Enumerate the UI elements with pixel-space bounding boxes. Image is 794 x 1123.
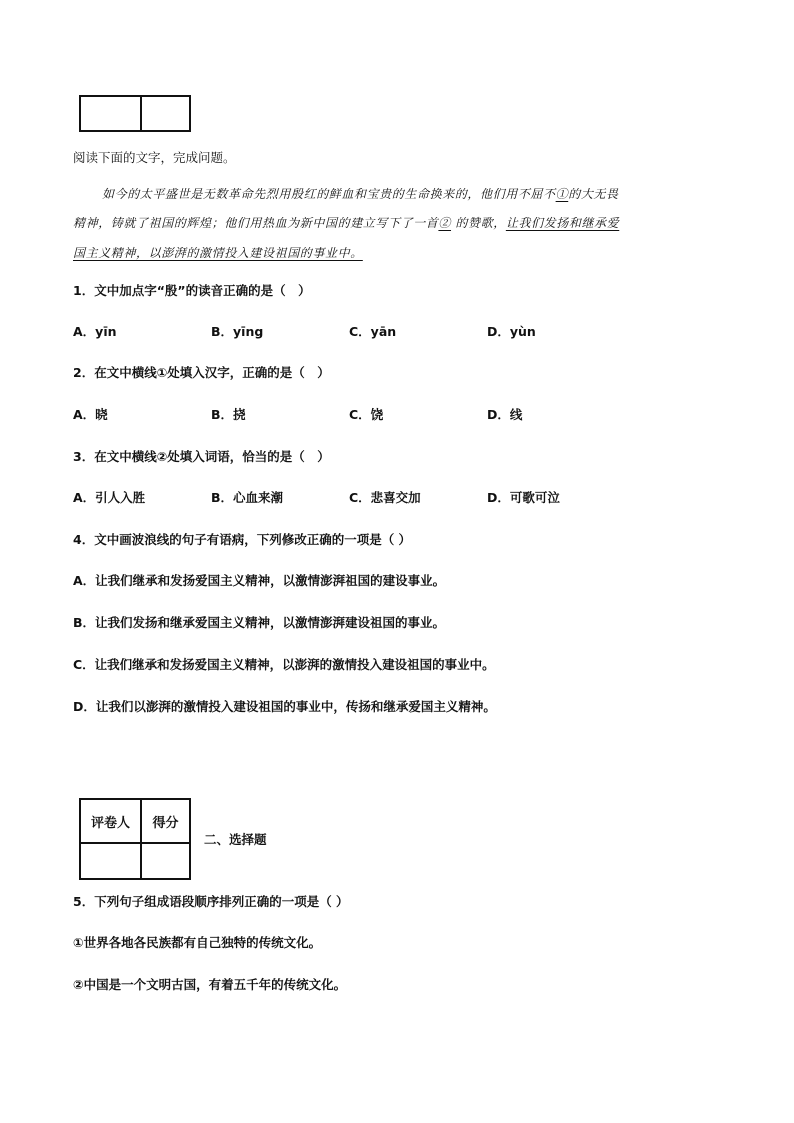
- question-5-stem: 5．下列句子组成语段顺序排列正确的一项是（ ）: [73, 894, 349, 909]
- grader-cell: [80, 843, 141, 879]
- instruction: 阅读下面的文字，完成问题。: [73, 150, 236, 165]
- score-box-cell: [141, 96, 190, 131]
- question-5-sentence-1: ①世界各地各民族都有自己独特的传统文化。: [73, 935, 322, 950]
- question-3-option-b[interactable]: B．心血来潮: [211, 490, 284, 505]
- passage-line-2: [73, 214, 619, 231]
- question-4-stem: 4．文中画波浪线的句子有语病，下列修改正确的一项是（ ）: [73, 532, 412, 547]
- question-5-sentence-2: ②中国是一个文明古国，有着五千年的传统文化。: [73, 977, 347, 992]
- question-3-option-a[interactable]: A．引人入胜: [73, 490, 146, 505]
- blank-1: ①: [555, 187, 569, 201]
- question-4-option-a[interactable]: A．让我们继承和发扬爱国主义精神，以激情澎湃祖国的建设事业。: [73, 573, 446, 588]
- question-1-option-b[interactable]: B．yīng: [211, 324, 264, 339]
- question-2-option-c[interactable]: C．饶: [349, 407, 384, 422]
- question-2-option-a[interactable]: A．晓: [73, 407, 108, 422]
- question-1-option-c[interactable]: C．yān: [349, 324, 397, 339]
- blank-2: ②: [438, 216, 452, 230]
- score-header: 得分: [141, 799, 190, 843]
- question-2-option-b[interactable]: B．挠: [211, 407, 246, 422]
- question-3-option-d[interactable]: D．可歌可泣: [487, 490, 560, 505]
- question-1-option-d[interactable]: D．yùn: [487, 324, 536, 339]
- question-1-stem: 1．文中加点字“殷”的读音正确的是（ ）: [73, 283, 311, 298]
- question-4-option-c[interactable]: C．让我们继承和发扬爱国主义精神，以澎湃的激情投入建设祖国的事业中。: [73, 657, 495, 672]
- score-box-cell: [80, 96, 141, 131]
- wavy-underlined-sentence: 国主义精神，以澎湃的激情投入建设祖国的事业中。: [73, 246, 363, 260]
- passage-line-1: [102, 185, 619, 202]
- question-2-option-d[interactable]: D．线: [487, 407, 523, 422]
- passage-text: 如今的太平盛世是无数革命先烈用殷红的鲜血和宝贵的生命换来的，他们用不屈不: [102, 187, 556, 201]
- score-cell: [141, 843, 190, 879]
- passage-line-3: [73, 244, 363, 261]
- question-3-option-c[interactable]: C．悲喜交加: [349, 490, 421, 505]
- question-4-option-b[interactable]: B．让我们发扬和继承爱国主义精神，以激情澎湃建设祖国的事业。: [73, 615, 446, 630]
- question-2-stem: 2．在文中横线①处填入汉字，正确的是（ ）: [73, 365, 330, 380]
- passage-text: 精神，铸就了祖国的辉煌；他们用热血为新中国的建立写下了一首: [73, 216, 439, 230]
- passage-text: 的大无畏: [568, 187, 619, 201]
- passage-text: 的赞歌，: [451, 216, 506, 230]
- grader-header: 评卷人: [80, 799, 141, 843]
- wavy-underlined-sentence: 让我们发扬和继承爱: [505, 216, 620, 230]
- question-1-option-a[interactable]: A．yīn: [73, 324, 117, 339]
- score-box-top: [79, 95, 191, 132]
- question-3-stem: 3．在文中横线②处填入词语，恰当的是（ ）: [73, 449, 330, 464]
- question-4-option-d[interactable]: D．让我们以澎湃的激情投入建设祖国的事业中，传扬和继承爱国主义精神。: [73, 699, 496, 714]
- score-table: [79, 798, 191, 880]
- section-2-title: 二、选择题: [204, 832, 267, 847]
